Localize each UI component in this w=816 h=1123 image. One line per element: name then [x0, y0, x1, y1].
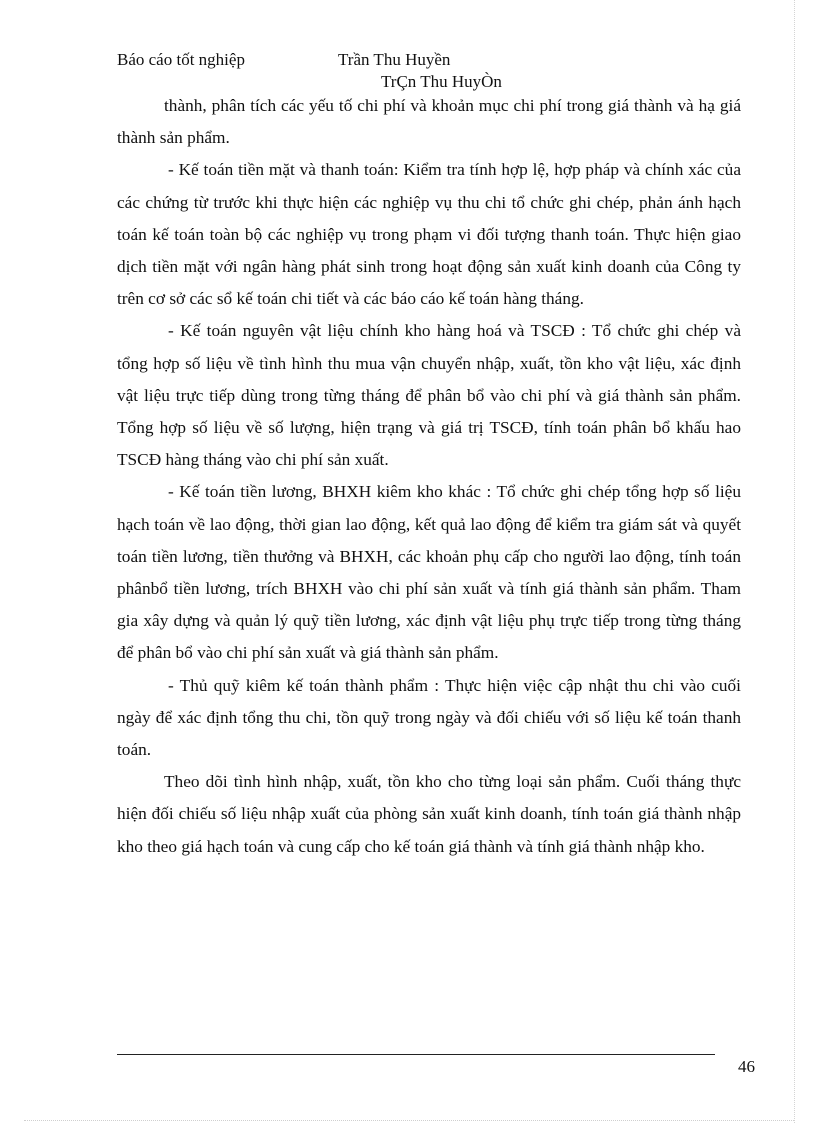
body-text — [117, 90, 741, 863]
header-author-garbled: TrÇn Thu HuyÒn — [381, 72, 502, 91]
paragraph-treasurer: - Thủ quỹ kiêm kế toán thành phẩm : Thực hiện việc cập nhật thu chi vào cuối ngày để xác định tổng thu chi, tồn quỹ trong ngày và đối chiếu với số liệu kế toán thanh toán. — [117, 675, 741, 760]
paragraph-payroll-accounting: - Kế toán tiền lương, BHXH kiêm kho khác : Tổ chức ghi chép tổng hợp số liệu hạch toán về lao động, thời gian lao động, kết quả lao động để kiểm tra giám sát và quyết toán tiền lương, tiền thưởng và BHXH, các khoản phụ cấp cho người lao động, tính toán phânbổ tiền lương, trích BHXH vào chi phí sản xuất và tính giá thành sản phẩm. Tham gia xây dựng và quản lý quỹ tiền lương, xác định vật liệu phụ trực tiếp trong từng tháng để phân bổ vào chi phí sản xuất và giá thành sản phẩm. — [117, 482, 741, 663]
paragraph-materials-accounting: - Kế toán nguyên vật liệu chính kho hàng hoá và TSCĐ : Tổ chức ghi chép và tổng hợp số liệu về tình hình thu mua vận chuyển nhập, xuất, tồn kho vật liệu, xác định vật liệu trực tiếp dùng trong từng tháng để phân bổ vào chi phí và giá thành sản phẩm. Tổng hợp số liệu về số lượng, hiện trạng và giá trị TSCĐ, tính toán phân bổ khấu hao TSCĐ hàng tháng vào chi phí sản xuất. — [117, 321, 741, 470]
header-author: Trần Thu Huyền — [338, 50, 451, 69]
footer-rule — [117, 1054, 715, 1055]
page-number: 46 — [738, 1057, 755, 1076]
page-edge-right — [794, 0, 795, 1123]
header-report-title: Báo cáo tốt nghiệp — [117, 50, 245, 69]
paragraph-continuation: thành, phân tích các yếu tố chi phí và khoản mục chi phí trong giá thành và hạ giá thành sản phẩm. — [117, 96, 741, 148]
paragraph-inventory-tracking: Theo dõi tình hình nhập, xuất, tồn kho cho từng loại sản phẩm. Cuối tháng thực hiện đối chiếu số liệu nhập xuất của phòng sản xuất kinh doanh, tính toán giá thành nhập kho theo giá hạch toán và cung cấp cho kế toán giá thành và tính giá thành nhập kho. — [117, 772, 741, 856]
paragraph-cash-accounting: - Kế toán tiền mặt và thanh toán: Kiểm tra tính hợp lệ, hợp pháp và chính xác của các chứng từ trước khi thực hiện các nghiệp vụ thu chi tổ chức ghi chép, phản ánh hạch toán kế toán toàn bộ các nghiệp vụ trong phạm vi đối tượng thanh toán. Thực hiện giao dịch tiền mặt với ngân hàng phát sinh trong hoạt động sản xuất kinh doanh của Công ty trên cơ sở các sổ kế toán chi tiết và các báo cáo kế toán hàng tháng. — [117, 160, 741, 309]
page-edge-bottom — [24, 1120, 794, 1121]
